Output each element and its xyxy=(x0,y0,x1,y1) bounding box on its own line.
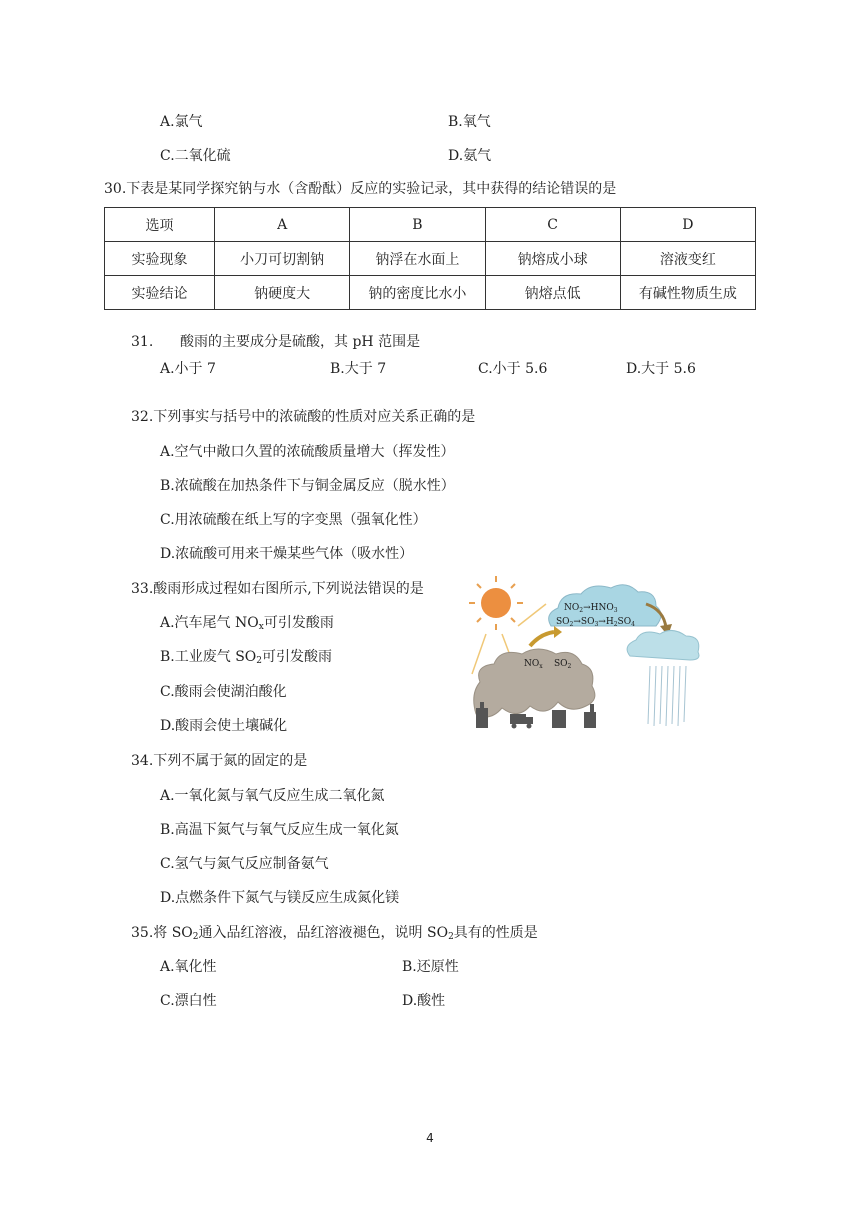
page-number: 4 xyxy=(426,1131,434,1145)
q34-option-b: B.高温下氮气与氧气反应生成一氧化氮 xyxy=(160,822,399,838)
table-cell: 钠熔成小球 xyxy=(485,242,620,276)
q31-option-a: A.小于 7 xyxy=(160,361,216,377)
q31-number: 31. xyxy=(131,334,154,350)
table-cell: 钠硬度大 xyxy=(215,276,350,310)
table-cell: 实验结论 xyxy=(105,276,215,310)
q31-option-d: D.大于 5.6 xyxy=(626,361,696,377)
experiment-table xyxy=(104,207,756,310)
table-header-row xyxy=(105,208,756,242)
q32-stem: 32.下列事实与括号中的浓硫酸的性质对应关系正确的是 xyxy=(131,409,476,425)
table-cell: B xyxy=(350,208,485,242)
rain-icon xyxy=(648,666,686,726)
q32-option-a: A.空气中敞口久置的浓硫酸质量增大（挥发性） xyxy=(160,444,455,460)
cloud-reaction-line2: $SO_2\to SO_3\to H_2SO_4$ xyxy=(556,617,635,628)
table-cell: 实验现象 xyxy=(105,242,215,276)
q31-option-b: B.大于 7 xyxy=(330,361,387,377)
table-cell: 钠的密度比水小 xyxy=(350,276,485,310)
q29-option-b: B.氧气 xyxy=(448,114,491,130)
smoke-label-nox: $NO_x$ xyxy=(524,659,543,670)
q34-stem: 34.下列不属于氮的固定的是 xyxy=(131,753,308,769)
q32-option-d: D.浓硫酸可用来干燥某些气体（吸水性） xyxy=(160,546,414,562)
q32-option-b: B.浓硫酸在加热条件下与铜金属反应（脱水性） xyxy=(160,478,455,494)
q29-option-a: A.氯气 xyxy=(160,114,203,130)
table-cell: 小刀可切割钠 xyxy=(215,242,350,276)
arrowhead-icon xyxy=(554,626,562,638)
sun-icon xyxy=(469,576,523,630)
q32-option-c: C.用浓硫酸在纸上写的字变黑（强氧化性） xyxy=(160,512,427,528)
q29-option-d: D.氨气 xyxy=(448,148,492,164)
q35-stem: 35.将 $SO_2$通入品红溶液，品红溶液褪色，说明 $SO_2$具有的性质是 xyxy=(131,925,538,942)
truck-icon xyxy=(510,714,533,729)
table-cell: D xyxy=(620,208,755,242)
cloud-reaction-line1: $NO_2\to HNO_3$ xyxy=(564,603,618,614)
table-row xyxy=(105,242,756,276)
table-cell: 钠浮在水面上 xyxy=(350,242,485,276)
q33-option-b: B.工业废气 $SO_2$可引发酸雨 xyxy=(160,649,332,666)
power-plant-icon xyxy=(584,704,596,728)
q33-option-a: A.汽车尾气 $NO_x$可引发酸雨 xyxy=(160,615,334,632)
table-cell: 钠熔点低 xyxy=(485,276,620,310)
building-icon xyxy=(552,710,566,728)
q35-option-d: D.酸性 xyxy=(402,993,446,1009)
q34-option-c: C.氢气与氮气反应制备氨气 xyxy=(160,856,329,872)
smoke-label-so2: $SO_2$ xyxy=(554,659,572,670)
table-cell: C xyxy=(485,208,620,242)
q35-option-b: B.还原性 xyxy=(402,959,459,975)
rain-cloud-icon xyxy=(627,630,699,660)
table-cell: A xyxy=(215,208,350,242)
q35-option-a: A.氧化性 xyxy=(160,959,217,975)
table-row xyxy=(105,276,756,310)
q30-stem: 30.下表是某同学探究钠与水（含酚酞）反应的实验记录，其中获得的结论错误的是 xyxy=(104,181,617,197)
table-cell: 溶液变红 xyxy=(620,242,755,276)
q31-option-c: C.小于 5.6 xyxy=(478,361,548,377)
rising-arrow-icon xyxy=(530,632,554,646)
q31-stem: 酸雨的主要成分是硫酸，其 pH 范围是 xyxy=(180,334,421,350)
q33-option-d: D.酸雨会使土壤碱化 xyxy=(160,718,288,734)
table-cell: 选项 xyxy=(105,208,215,242)
q33-stem: 33.酸雨形成过程如右图所示,下列说法错误的是 xyxy=(131,581,424,597)
table-cell: 有碱性物质生成 xyxy=(620,276,755,310)
q34-option-a: A.一氧化氮与氧气反应生成二氧化氮 xyxy=(160,788,385,804)
q35-option-c: C.漂白性 xyxy=(160,993,217,1009)
q34-option-d: D.点燃条件下氮气与镁反应生成氮化镁 xyxy=(160,890,400,906)
q33-option-c: C.酸雨会使湖泊酸化 xyxy=(160,684,287,700)
q29-option-c: C.二氧化硫 xyxy=(160,148,231,164)
acid-rain-diagram xyxy=(466,574,706,732)
